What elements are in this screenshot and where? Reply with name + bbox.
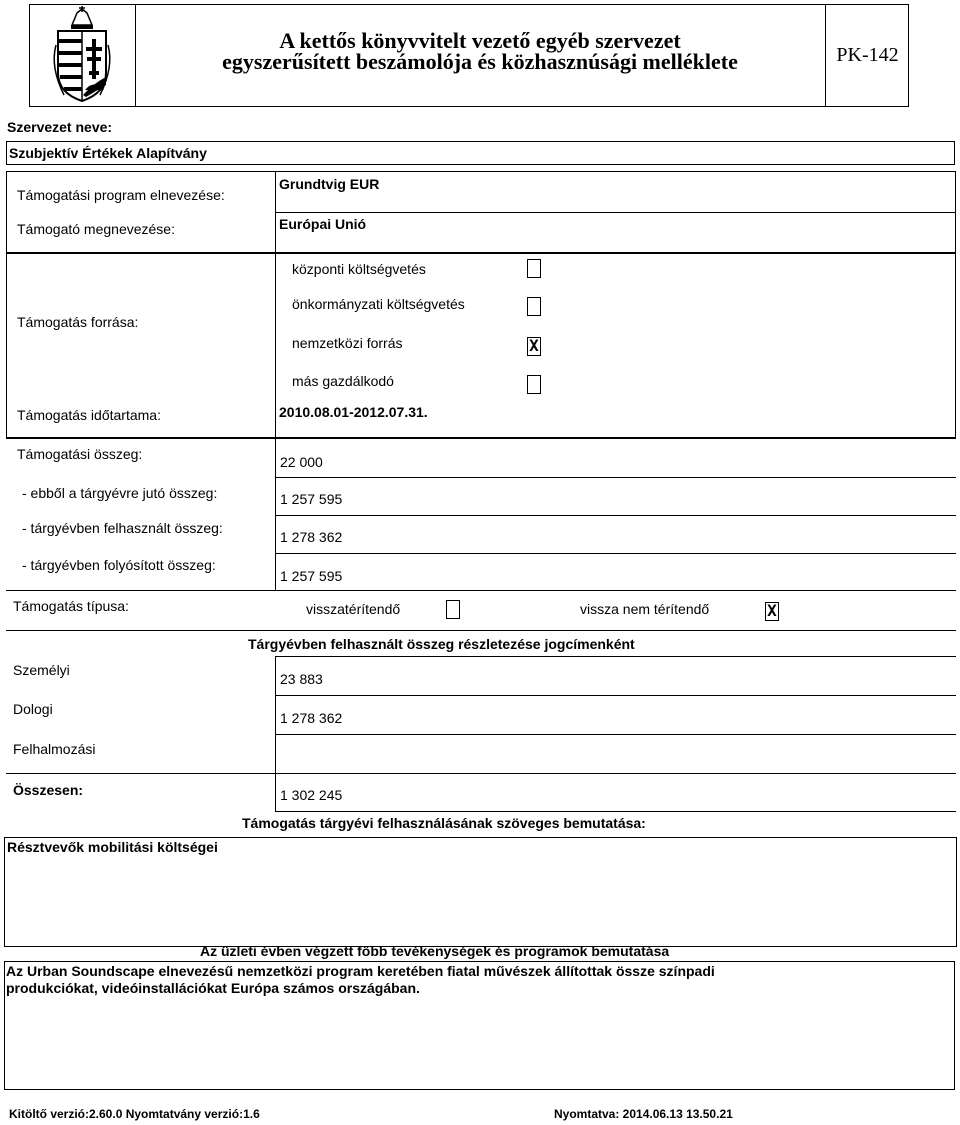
program-name-label: Támogatási program elnevezése: — [17, 187, 225, 203]
amount-paid-value[interactable]: 1 257 595 — [280, 568, 343, 584]
hungarian-coat-of-arms-logo — [30, 5, 136, 106]
checkmark-x-icon: X — [767, 601, 777, 620]
type-refundable-label: visszatérítendő — [306, 601, 401, 617]
source-option-other-checkbox[interactable] — [527, 375, 541, 394]
source-option-central-label: központi költségvetés — [292, 261, 426, 277]
coat-of-arms-icon — [30, 5, 135, 106]
amount-year-label: - ebből a tárgyévre jutó összeg: — [22, 485, 218, 501]
supporter-label: Támogató megnevezése: — [17, 221, 175, 237]
usage-text-body: Résztvevők mobilitási költségei — [7, 839, 218, 855]
checkmark-x-icon: X — [529, 336, 539, 355]
form-header — [29, 4, 909, 107]
type-refundable-checkbox[interactable] — [446, 600, 460, 619]
organization-name-value: Szubjektív Értékek Alapítvány — [9, 145, 207, 161]
duration-value[interactable]: 2010.08.01-2012.07.31. — [279, 404, 428, 420]
organization-name-field[interactable] — [6, 141, 955, 165]
amounts-bottom-line — [6, 590, 956, 591]
footer-version: Kitöltő verzió:2.60.0 Nyomtatvány verzió:1.6 — [9, 1107, 260, 1121]
breakdown-total-value[interactable]: 1 302 245 — [280, 787, 343, 803]
form-title — [135, 5, 825, 106]
source-divider — [275, 253, 276, 438]
breakdown-total-line — [6, 773, 956, 774]
breakdown-material-value[interactable]: 1 278 362 — [280, 710, 343, 726]
breakdown-bottom-line — [275, 811, 956, 812]
form-code: PK-142 — [825, 5, 909, 106]
type-nonrefundable-label: vissza nem térítendő — [580, 601, 710, 617]
program-row-divider — [275, 212, 956, 213]
source-label: Támogatás forrása: — [17, 314, 139, 330]
amount-total-value[interactable]: 22 000 — [280, 454, 323, 470]
breakdown-personal-value[interactable]: 23 883 — [280, 671, 323, 687]
breakdown-row-line-2 — [275, 734, 956, 735]
source-option-international-label: nemzetközi forrás — [292, 335, 403, 351]
type-nonrefundable-checkbox[interactable] — [765, 602, 779, 621]
breakdown-heading: Tárgyévben felhasznált összeg részletezése jogcímenként — [248, 636, 635, 652]
source-option-central-checkbox[interactable] — [527, 259, 541, 278]
breakdown-personal-label: Személyi — [13, 662, 70, 678]
activities-text-field[interactable] — [4, 961, 955, 1090]
amount-used-value[interactable]: 1 278 362 — [280, 529, 343, 545]
activities-line2: produkciókat, videóinstallációkat Európa számos országában. — [6, 980, 420, 996]
type-label: Támogatás típusa: — [13, 598, 129, 614]
footer-printed: Nyomtatva: 2014.06.13 13.50.21 — [554, 1107, 733, 1121]
usage-text-heading: Támogatás tárgyévi felhasználásának szöveges bemutatása: — [242, 815, 646, 831]
breakdown-top-line — [6, 630, 956, 631]
amount-row-line-2 — [275, 515, 956, 516]
source-option-other-label: más gazdálkodó — [292, 373, 394, 389]
breakdown-material-label: Dologi — [13, 701, 53, 717]
amount-year-value[interactable]: 1 257 595 — [280, 491, 343, 507]
source-option-municipal-label: önkormányzati költségvetés — [292, 296, 465, 312]
activities-heading: Az üzleti évben végzett főbb tevékenységek és programok bemutatása — [200, 943, 670, 959]
breakdown-capital-label: Felhalmozási — [13, 741, 96, 757]
source-option-municipal-checkbox[interactable] — [527, 297, 541, 316]
duration-label: Támogatás időtartama: — [17, 407, 161, 423]
breakdown-row-line-1 — [275, 695, 956, 696]
organization-name-label: Szervezet neve: — [7, 119, 113, 135]
amounts-top-line — [6, 438, 956, 439]
usage-text-field[interactable] — [4, 837, 957, 947]
amount-paid-label: - tárgyévben folyósított összeg: — [22, 557, 216, 573]
supporter-value[interactable]: Európai Unió — [279, 216, 367, 232]
breakdown-total-label: Összesen: — [13, 782, 84, 798]
amount-row-line-1 — [275, 477, 956, 478]
program-name-value[interactable]: Grundtvig EUR — [279, 176, 380, 192]
amount-used-label: - tárgyévben felhasznált összeg: — [22, 520, 223, 536]
amounts-divider — [275, 438, 276, 590]
breakdown-heading-line — [275, 656, 956, 657]
amount-row-line-3 — [275, 553, 956, 554]
form-title-line2: egyszerűsített beszámolója és közhasznúsági melléklete — [222, 49, 738, 74]
activities-line1: Az Urban Soundscape elnevezésű nemzetközi program keretében fiatal művészek állítottak össze színpadi — [6, 963, 715, 979]
source-option-international-checkbox[interactable] — [527, 337, 541, 356]
form-title-line1: A kettős könyvvitelt vezető egyéb szervezet — [279, 28, 681, 53]
amount-total-label: Támogatási összeg: — [17, 446, 143, 462]
